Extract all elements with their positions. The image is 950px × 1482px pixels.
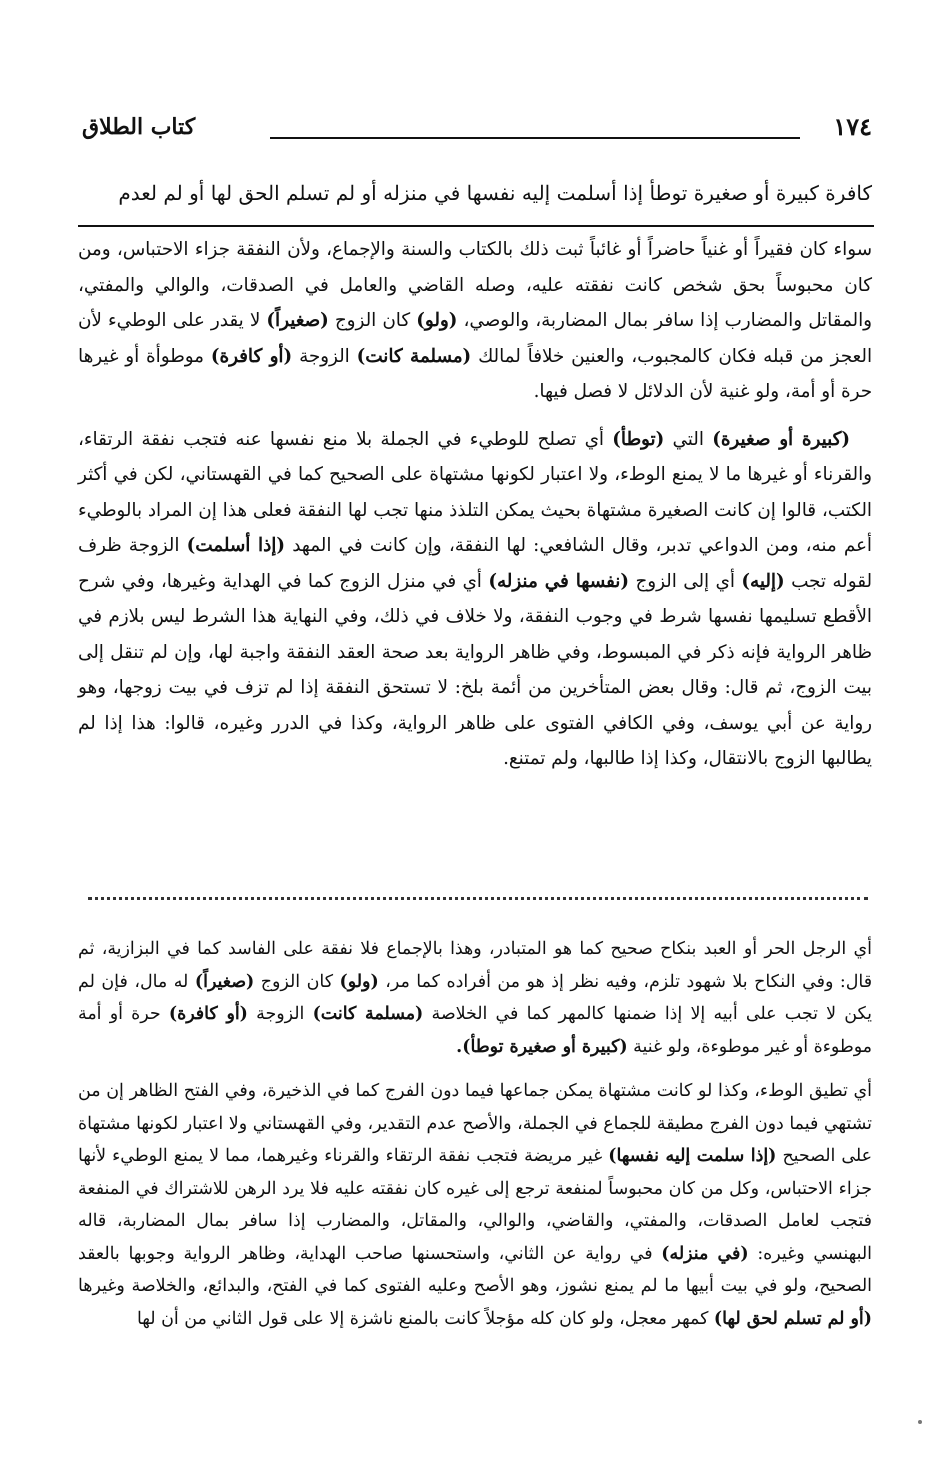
dotted-separator — [88, 897, 868, 910]
commentary-one-paragraph-1: سواء كان فقيراً أو غنياً حاضراً أو غائباً ثبت ذلك بالكتاب والسنة والإجماع، ولأن النفقة جزاء الاحتباس، ومن كان محبوساً بحق شخص كانت نفقته عليه، وصله القاضي والعامل في الصدقات، والوالي والمفتي، والمقاتل والمضارب إذا سافر بمال المضاربة، والوصي، (ولو) كان الزوج (صغيراً) لا يقدر على الوطيء لأن العجز من قبله فكان كالمجبوب، والعنين خلافاً لمالك (مسلمة كانت) الزوجة (أو كافرة) موطوأة أو غيرها حرة أو أمة، ولو غنية لأن الدلائل لا فصل فيها. — [78, 239, 873, 402]
matn-text: كافرة كبيرة أو صغيرة توطأ إذا أسلمت إليه نفسها في منزله أو لم تسلم الحق لها أو لم لعدم — [118, 181, 872, 205]
commentary-one-paragraph-2: (كبيرة أو صغيرة) التي (توطأ) أي تصلح للوطيء في الجملة بلا منع نفسها عنه فتجب نفقة الرتقاء، والقرناء أو غيرها ما لا يمنع الوطء، ولا اعتبار لكونها مشتهاة على الصحيح كما في القهستاني، لكن في أكثر الكتب، قالوا إن كانت الصغيرة مشتهاة بحيث يمكن التلذذ منها تجب لها النفقة فعلى هذا إن المراد بالوطيء أعم منه، ومن الدواعي تدبر، وقال الشافعي: لها النفقة، وإن كانت في المهد (إذا أسلمت) الزوجة ظرف لقوله تجب (إليه) أي إلى الزوج (نفسها في منزله) أي في منزل الزوج كما في الهداية وغيرها، وفي شرح الأقطع تسليمها نفسها شرط في وجوب النفقة، ولا خلاف في ذلك، وفي النهاية هذا الشرط ليس بلازم في ظاهر الرواية فإنه ذكر في المبسوط، وفي ظاهر الرواية بعد صحة العقد النفقة واجبة لها، وإن لم تنقل إلى بيت الزوج، ثم قال: وقال بعض المتأخرين من أئمة بلخ: لا تستحق النفقة إذا لم تزف في بيت زوجها، وهو رواية عن أبي يوسف، وفي الكافي الفتوى على ظاهر الرواية، وكذا في الدرر وغيره، قالوا: هذا إذا لم يطالبها الزوج بالانتقال، وكذا إذا طالبها، ولم تمتنع. — [78, 428, 873, 769]
matn-divider — [78, 225, 874, 227]
page-number: ١٧٤ — [833, 112, 872, 141]
commentary-one — [78, 232, 872, 789]
commentary-two-paragraph-2: أي تطيق الوطء، وكذا لو كانت مشتهاة يمكن جماعها فيما دون الفرج كما في الذخيرة، وفي الفتح الظاهر إن من تشتهي فيما دون الفرج مطيقة للجماع في الجملة، والأصح عدم التقدير، وفي القهستاني ولا اعتبار لكونها مشتهاة على الصحيح (إذا سلمت إليه نفسها) غير مريضة فتجب نفقة الرتقاء والقرناء وغيرهما، مما لا يمنع الوطيء لأنها جزاء الاحتباس، وكل من كان محبوساً لمنفعة ترجع إلى غيره كان نفقته عليه فلا يرد الرهن للاشتراك في المنفعة فتجب لعامل الصدقات، والمفتي، والقاضي، والوالي، والمقاتل، والمضارب إذا سافر بمال المضاربة، قاله البهنسي وغيره: (في منزله) في رواية عن الثاني، واستحسنها صاحب الهداية، وظاهر الرواية وجوبها بالعقد الصحيح، ولو في بيت أبيها ما لم يمنع نشوز، وهو الأصح وعليه الفتوى كما في الفتح، والبدائع، والخلاصة وغيرها (أو لم تسلم لحق لها) كمهر معجل، ولو كان كله مؤجلاً كانت بالمنع ناشزة إلا على قول الثاني من أن لها — [78, 1081, 873, 1329]
header-rule — [270, 137, 800, 139]
commentary-two-paragraph-1: أي الرجل الحر أو العبد بنكاح صحيح كما هو المتبادر، وهذا بالإجماع فلا نفقة على الفاسد كما في البزازية، ثم قال: وفي النكاح بلا شهود تلزم، وفيه نظر إذ هو من أفراده كما مر، (ولو) كان الزوج (صغيراً) له مال، فإن لم يكن لا تجب على أبيه إلا إذا ضمنها كالمهر كما في الخلاصة (مسلمة كانت) الزوجة (أو كافرة) حرة أو أمة موطوءة أو غير موطوءة، ولو غنية (كبيرة أو صغيرة توطأ). — [78, 939, 873, 1057]
commentary-two — [78, 933, 872, 1347]
book-title: كتاب الطلاق — [82, 114, 196, 140]
scan-speck — [918, 1420, 922, 1424]
page-header — [82, 112, 872, 152]
